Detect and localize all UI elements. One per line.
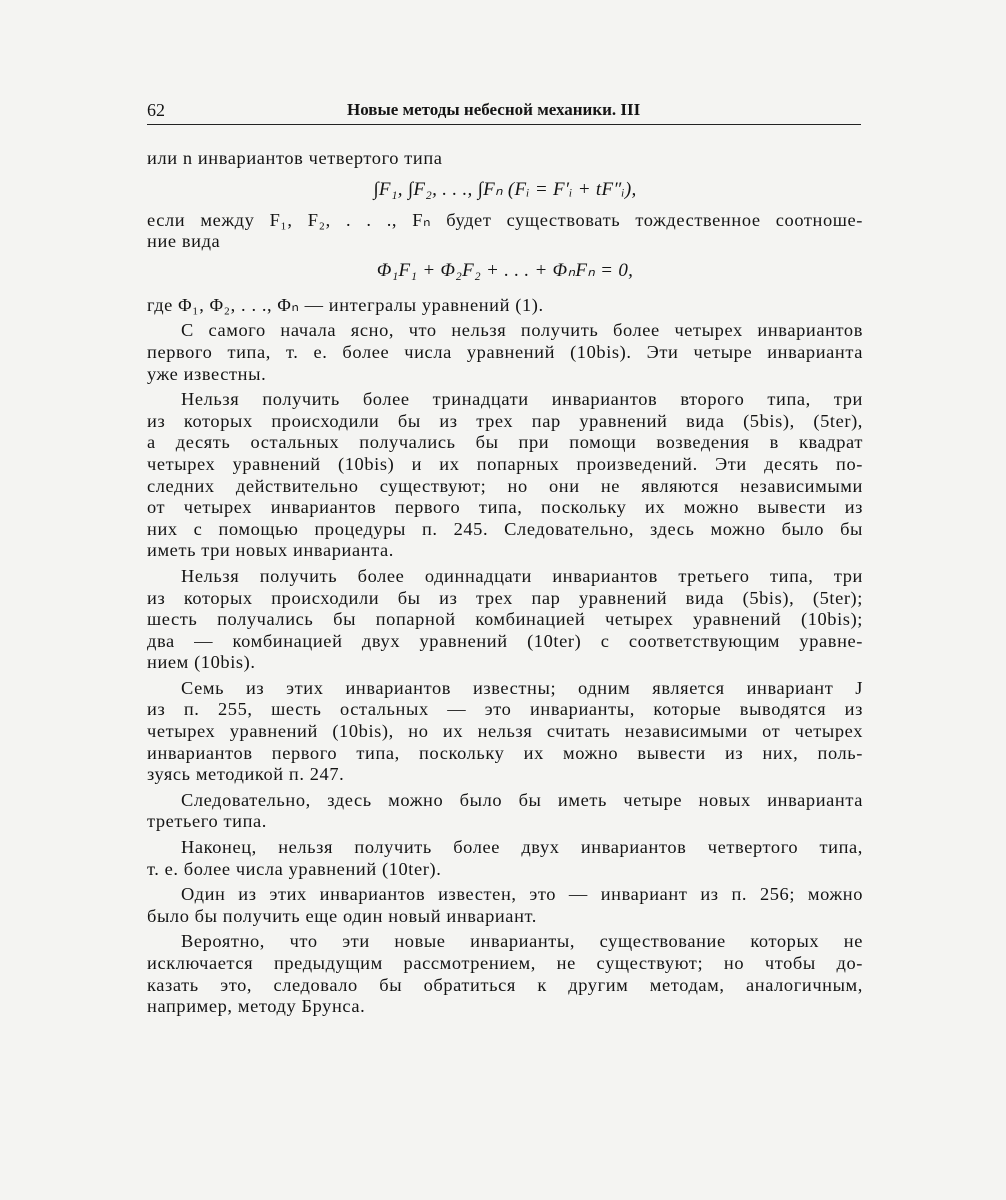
text-line: где Φ₁, Φ₂, . . ., Φₙ — интегралы уравнений (1). [147,294,544,315]
text-line: первого типа, т. е. более числа уравнений (10bis). Эти четыре инварианта [147,341,863,362]
text-line: четырех уравнений (10bis) и их попарных произведений. Эти десять по- [147,453,863,474]
text-line: уже известны. [147,363,267,384]
text-line: Следовательно, здесь можно было бы иметь четыре новых инварианта [181,789,863,810]
text-line: из п. 255, шесть остальных — это инварианты, которые выводятся из [147,699,863,720]
text-line: третьего типа. [147,811,267,832]
text-line: если между F₁, F₂, . . ., Fₙ будет существовать тождественное соотноше- [147,209,863,230]
formula-integrals: ∫F₁, ∫F₂, . . ., ∫Fₙ (Fᵢ = F′ᵢ + tF″ᵢ), [373,178,637,200]
text-line: С самого начала ясно, что нельзя получить более четырех инвариантов [181,320,863,341]
text-line: казать это, следовало бы обратиться к другим методам, аналогичным, [147,974,863,995]
text-line: из которых происходили бы из трех пар уравнений вида (5bis), (5ter), [147,410,863,431]
body-text [147,148,863,1018]
text-line: инвариантов первого типа, поскольку их можно вывести из них, поль- [147,742,863,763]
text-line: Нельзя получить более одиннадцати инвариантов третьего типа, три [181,565,863,586]
text-line: шесть получались бы попарной комбинацией четырех уравнений (10bis); [147,609,863,630]
text-line: из которых происходили бы из трех пар уравнений вида (5bis), (5ter); [147,587,863,608]
text-line: Один из этих инвариантов известен, это — инвариант из п. 256; можно [181,884,863,905]
running-title: Новые методы небесной механики. III [347,100,641,119]
text-line: Вероятно, что эти новые инварианты, существование которых не [181,931,863,952]
text-line: исключается предыдущим рассмотрением, не существуют; но чтобы до- [147,953,863,973]
text-line: два — комбинацией двух уравнений (10ter) с соответствующим уравне- [147,630,863,651]
text-line: от четырех инвариантов первого типа, поскольку их можно вывести из [147,497,863,518]
page-header [147,98,861,125]
text-line: Семь из этих инвариантов известны; одним является инвариант J [181,677,863,698]
text-line: нием (10bis). [147,652,256,673]
text-line: например, методу Брунса. [147,996,366,1017]
text-line: было бы получить еще один новый инвариант. [147,905,537,926]
text-line: Наконец, нельзя получить более двух инвариантов четвертого типа, [181,837,863,858]
formula-identity-relation: Φ₁F₁ + Φ₂F₂ + . . . + ΦₙFₙ = 0, [376,259,634,281]
text-line: или n инвариантов четвертого типа [147,148,443,168]
text-line: ние вида [147,231,221,252]
text-line: Нельзя получить более тринадцати инвариантов второго типа, три [181,389,863,410]
text-line: четырех уравнений (10bis), но их нельзя считать независимыми от четырех [147,721,863,742]
text-line: а десять остальных получались бы при помощи возведения в квадрат [147,432,863,453]
text-line: следних действительно существуют; но они не являются независимыми [147,475,863,496]
text-line: т. е. более числа уравнений (10ter). [147,858,442,879]
text-line: иметь три новых инварианта. [147,540,394,561]
text-line: зуясь методикой п. 247. [147,764,345,785]
page-number: 62 [147,100,165,120]
text-line: них с помощью процедуры п. 245. Следовательно, здесь можно было бы [147,518,863,539]
